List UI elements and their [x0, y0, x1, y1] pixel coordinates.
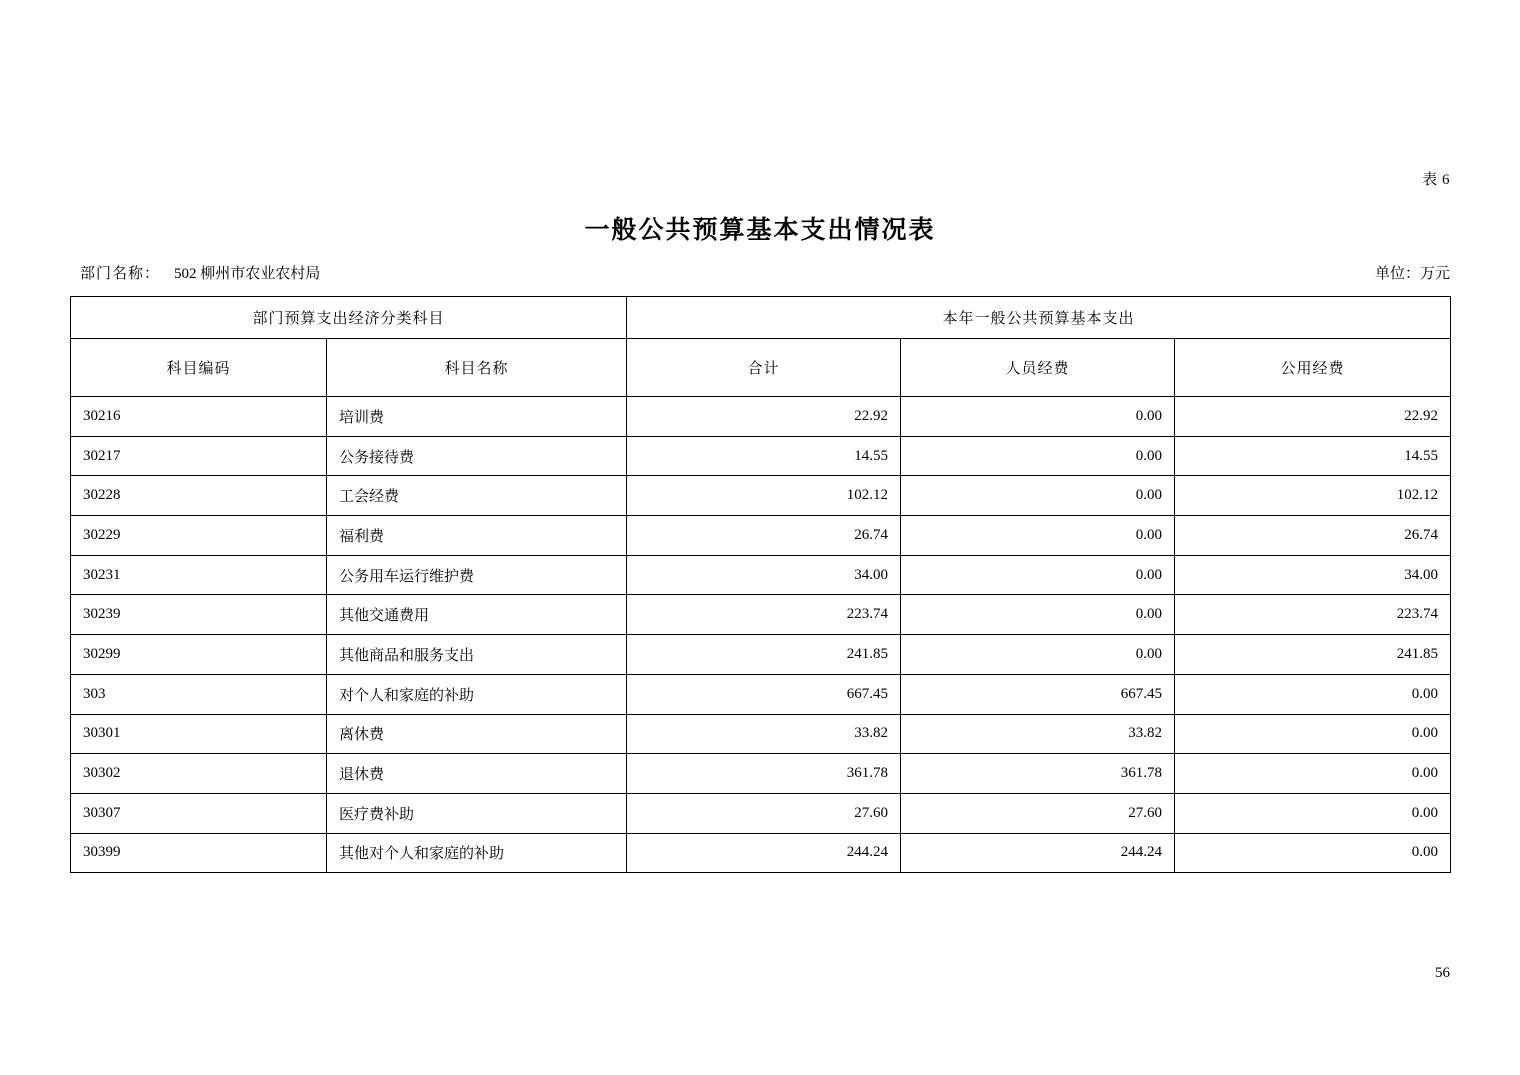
table-row	[71, 793, 1451, 833]
cell-code: 30216	[71, 397, 327, 437]
cell-personnel: 667.45	[901, 674, 1175, 714]
cell-public: 0.00	[1175, 793, 1451, 833]
table-row	[71, 635, 1451, 675]
table-row	[71, 595, 1451, 635]
table-row	[71, 476, 1451, 516]
cell-name: 培训费	[327, 397, 627, 437]
cell-total: 244.24	[627, 833, 901, 873]
column-header-name: 科目名称	[327, 339, 627, 397]
cell-total: 361.78	[627, 754, 901, 794]
cell-name: 工会经费	[327, 476, 627, 516]
cell-total: 26.74	[627, 516, 901, 556]
cell-name: 离休费	[327, 714, 627, 754]
cell-public: 223.74	[1175, 595, 1451, 635]
column-header-total: 合计	[627, 339, 901, 397]
department-name	[80, 262, 320, 283]
cell-public: 0.00	[1175, 833, 1451, 873]
cell-personnel: 33.82	[901, 714, 1175, 754]
cell-name: 对个人和家庭的补助	[327, 674, 627, 714]
table-row	[71, 397, 1451, 437]
unit-label: 单位：万元	[1374, 266, 1450, 282]
table-row	[71, 436, 1451, 476]
cell-name: 公务接待费	[327, 436, 627, 476]
cell-public: 102.12	[1175, 476, 1451, 516]
table-row	[71, 555, 1451, 595]
department-name-label: 部门名称：	[80, 266, 161, 282]
table-row	[71, 674, 1451, 714]
table-row	[71, 754, 1451, 794]
cell-public: 0.00	[1175, 674, 1451, 714]
cell-public: 26.74	[1175, 516, 1451, 556]
cell-personnel: 0.00	[901, 635, 1175, 675]
cell-code: 30229	[71, 516, 327, 556]
table-row	[71, 714, 1451, 754]
cell-personnel: 0.00	[901, 595, 1175, 635]
cell-total: 33.82	[627, 714, 901, 754]
table-column-header-row	[71, 339, 1451, 397]
cell-name: 公务用车运行维护费	[327, 555, 627, 595]
cell-code: 30399	[71, 833, 327, 873]
table-body	[71, 397, 1451, 873]
cell-public: 0.00	[1175, 714, 1451, 754]
cell-name: 医疗费补助	[327, 793, 627, 833]
cell-total: 223.74	[627, 595, 901, 635]
cell-code: 30228	[71, 476, 327, 516]
cell-code: 30239	[71, 595, 327, 635]
cell-name: 其他商品和服务支出	[327, 635, 627, 675]
table-number-label: 表 6	[1422, 172, 1450, 188]
cell-total: 241.85	[627, 635, 901, 675]
cell-total: 27.60	[627, 793, 901, 833]
cell-name: 退休费	[327, 754, 627, 794]
column-header-code: 科目编码	[71, 339, 327, 397]
cell-total: 14.55	[627, 436, 901, 476]
table-row	[71, 833, 1451, 873]
cell-public: 241.85	[1175, 635, 1451, 675]
cell-name: 其他对个人和家庭的补助	[327, 833, 627, 873]
cell-code: 30299	[71, 635, 327, 675]
cell-personnel: 0.00	[901, 555, 1175, 595]
cell-personnel: 0.00	[901, 476, 1175, 516]
page-number: 56	[1435, 965, 1450, 981]
department-name-value: 502 柳州市农业农村局	[174, 266, 321, 282]
cell-personnel: 244.24	[901, 833, 1175, 873]
cell-public: 34.00	[1175, 555, 1451, 595]
cell-name: 其他交通费用	[327, 595, 627, 635]
group-header-right: 本年一般公共预算基本支出	[627, 297, 1451, 339]
cell-personnel: 361.78	[901, 754, 1175, 794]
cell-name: 福利费	[327, 516, 627, 556]
cell-total: 667.45	[627, 674, 901, 714]
cell-code: 303	[71, 674, 327, 714]
cell-public: 14.55	[1175, 436, 1451, 476]
cell-public: 22.92	[1175, 397, 1451, 437]
cell-code: 30231	[71, 555, 327, 595]
cell-code: 30217	[71, 436, 327, 476]
cell-public: 0.00	[1175, 754, 1451, 794]
cell-personnel: 0.00	[901, 436, 1175, 476]
cell-total: 102.12	[627, 476, 901, 516]
cell-code: 30301	[71, 714, 327, 754]
cell-personnel: 0.00	[901, 516, 1175, 556]
document-meta	[70, 262, 1450, 284]
cell-total: 34.00	[627, 555, 901, 595]
cell-personnel: 27.60	[901, 793, 1175, 833]
column-header-personnel: 人员经费	[901, 339, 1175, 397]
cell-personnel: 0.00	[901, 397, 1175, 437]
budget-table	[70, 296, 1451, 873]
cell-code: 30302	[71, 754, 327, 794]
column-header-public: 公用经费	[1175, 339, 1451, 397]
group-header-left: 部门预算支出经济分类科目	[71, 297, 627, 339]
cell-code: 30307	[71, 793, 327, 833]
table-row	[71, 516, 1451, 556]
page-title: 一般公共预算基本支出情况表	[584, 217, 936, 244]
table-group-header-row	[71, 297, 1451, 339]
cell-total: 22.92	[627, 397, 901, 437]
